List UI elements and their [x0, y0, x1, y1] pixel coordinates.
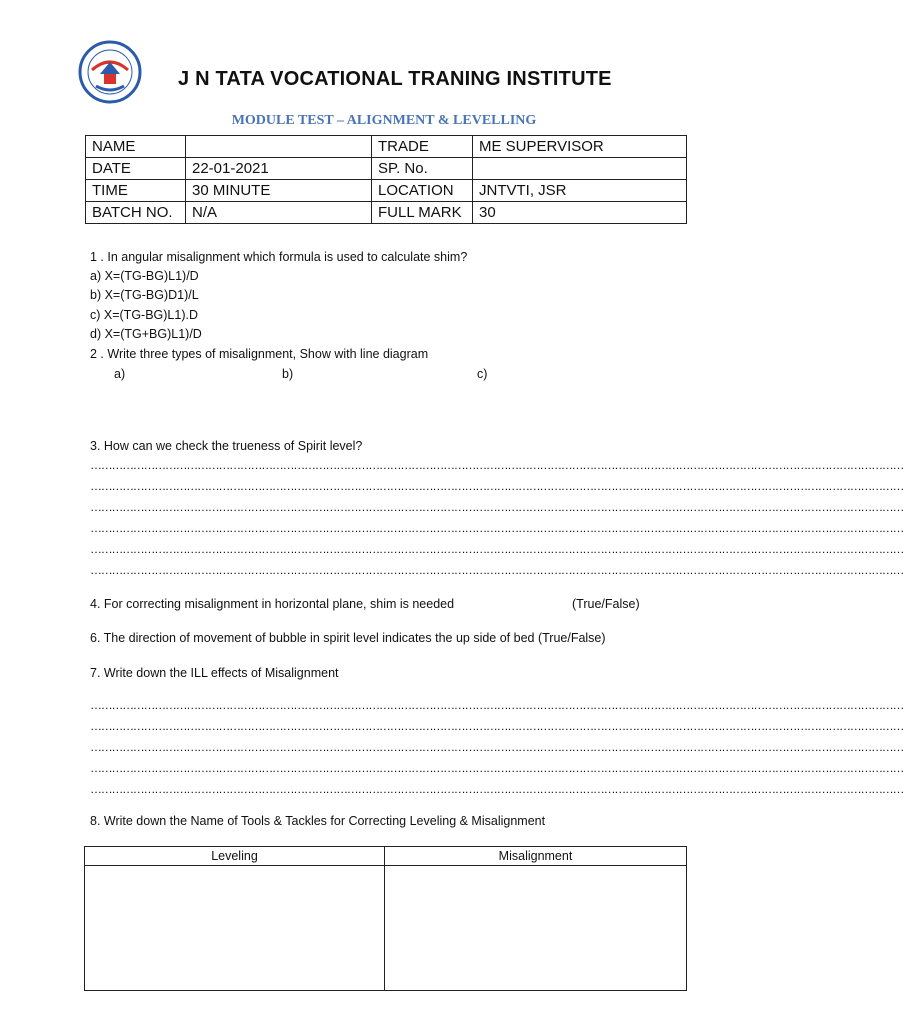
answer-line[interactable]: …………………………………………………………………………………………………………………………………………………………………………………………………………: [90, 740, 903, 754]
question-6: 6. The direction of movement of bubble in spirit level indicates the up side of bed (True/False): [90, 631, 606, 645]
location-value: JNTVTI, JSR: [473, 180, 687, 202]
answer-line[interactable]: …………………………………………………………………………………………………………………………………………………………………………………………………………: [90, 500, 903, 514]
question-7: 7. Write down the ILL effects of Misalignment: [90, 666, 339, 680]
question-4: 4. For correcting misalignment in horizontal plane, shim is needed: [90, 597, 455, 611]
q1-option-c[interactable]: c) X=(TG-BG)L1).D: [90, 308, 198, 322]
misalignment-answer-cell[interactable]: [385, 866, 687, 991]
tools-table: [84, 846, 687, 991]
question-3: 3. How can we check the trueness of Spirit level?: [90, 439, 363, 453]
misalignment-header: Misalignment: [385, 847, 687, 866]
q1-option-b[interactable]: b) X=(TG-BG)D1)/L: [90, 288, 199, 302]
q2-label-c: c): [477, 367, 488, 381]
location-label: LOCATION: [372, 180, 473, 202]
table-row: [86, 136, 687, 158]
question-1: 1 . In angular misalignment which formula is used to calculate shim?: [90, 250, 468, 264]
question-2: 2 . Write three types of misalignment, Show with line diagram: [90, 347, 429, 361]
date-label: DATE: [86, 158, 186, 180]
table-row: [86, 180, 687, 202]
leveling-answer-cell[interactable]: [85, 866, 385, 991]
student-info-table: [85, 135, 687, 224]
full-mark-value: 30: [473, 202, 687, 224]
answer-line[interactable]: …………………………………………………………………………………………………………………………………………………………………………………………………………: [90, 563, 903, 577]
answer-line[interactable]: …………………………………………………………………………………………………………………………………………………………………………………………………………: [90, 698, 903, 712]
trade-value: ME SUPERVISOR: [473, 136, 687, 158]
leveling-header: Leveling: [85, 847, 385, 866]
q4-true-false[interactable]: (True/False): [572, 597, 640, 611]
answer-line[interactable]: …………………………………………………………………………………………………………………………………………………………………………………………………………: [90, 782, 903, 796]
date-value: 22-01-2021: [186, 158, 372, 180]
name-field[interactable]: [186, 136, 372, 158]
time-value: 30 MINUTE: [186, 180, 372, 202]
question-8: 8. Write down the Name of Tools & Tackles for Correcting Leveling & Misalignment: [90, 814, 546, 828]
name-label: NAME: [86, 136, 186, 158]
institute-logo-icon: [78, 40, 142, 104]
batch-no-label: BATCH NO.: [86, 202, 186, 224]
q2-label-a: a): [114, 367, 126, 381]
answer-line[interactable]: …………………………………………………………………………………………………………………………………………………………………………………………………………: [90, 521, 903, 535]
answer-line[interactable]: …………………………………………………………………………………………………………………………………………………………………………………………………………: [90, 479, 903, 493]
table-row: [86, 202, 687, 224]
trade-label: TRADE: [372, 136, 473, 158]
answer-line[interactable]: …………………………………………………………………………………………………………………………………………………………………………………………………………: [90, 761, 903, 775]
full-mark-label: FULL MARK: [372, 202, 473, 224]
time-label: TIME: [86, 180, 186, 202]
q2-label-b: b): [282, 367, 294, 381]
sp-no-label: SP. No.: [372, 158, 473, 180]
q1-option-a[interactable]: a) X=(TG-BG)L1)/D: [90, 269, 199, 283]
module-test-title: MODULE TEST – ALIGNMENT & LEVELLING: [231, 113, 537, 128]
answer-line[interactable]: …………………………………………………………………………………………………………………………………………………………………………………………………………: [90, 719, 903, 733]
institute-title: J N TATA VOCATIONAL TRANING INSTITUTE: [178, 68, 612, 90]
table-row: [85, 866, 687, 991]
answer-line[interactable]: …………………………………………………………………………………………………………………………………………………………………………………………………………: [90, 458, 903, 472]
answer-line[interactable]: …………………………………………………………………………………………………………………………………………………………………………………………………………: [90, 542, 903, 556]
q1-option-d[interactable]: d) X=(TG+BG)L1)/D: [90, 327, 202, 341]
table-row: [85, 847, 687, 866]
sp-no-field[interactable]: [473, 158, 687, 180]
batch-no-value: N/A: [186, 202, 372, 224]
table-row: [86, 158, 687, 180]
